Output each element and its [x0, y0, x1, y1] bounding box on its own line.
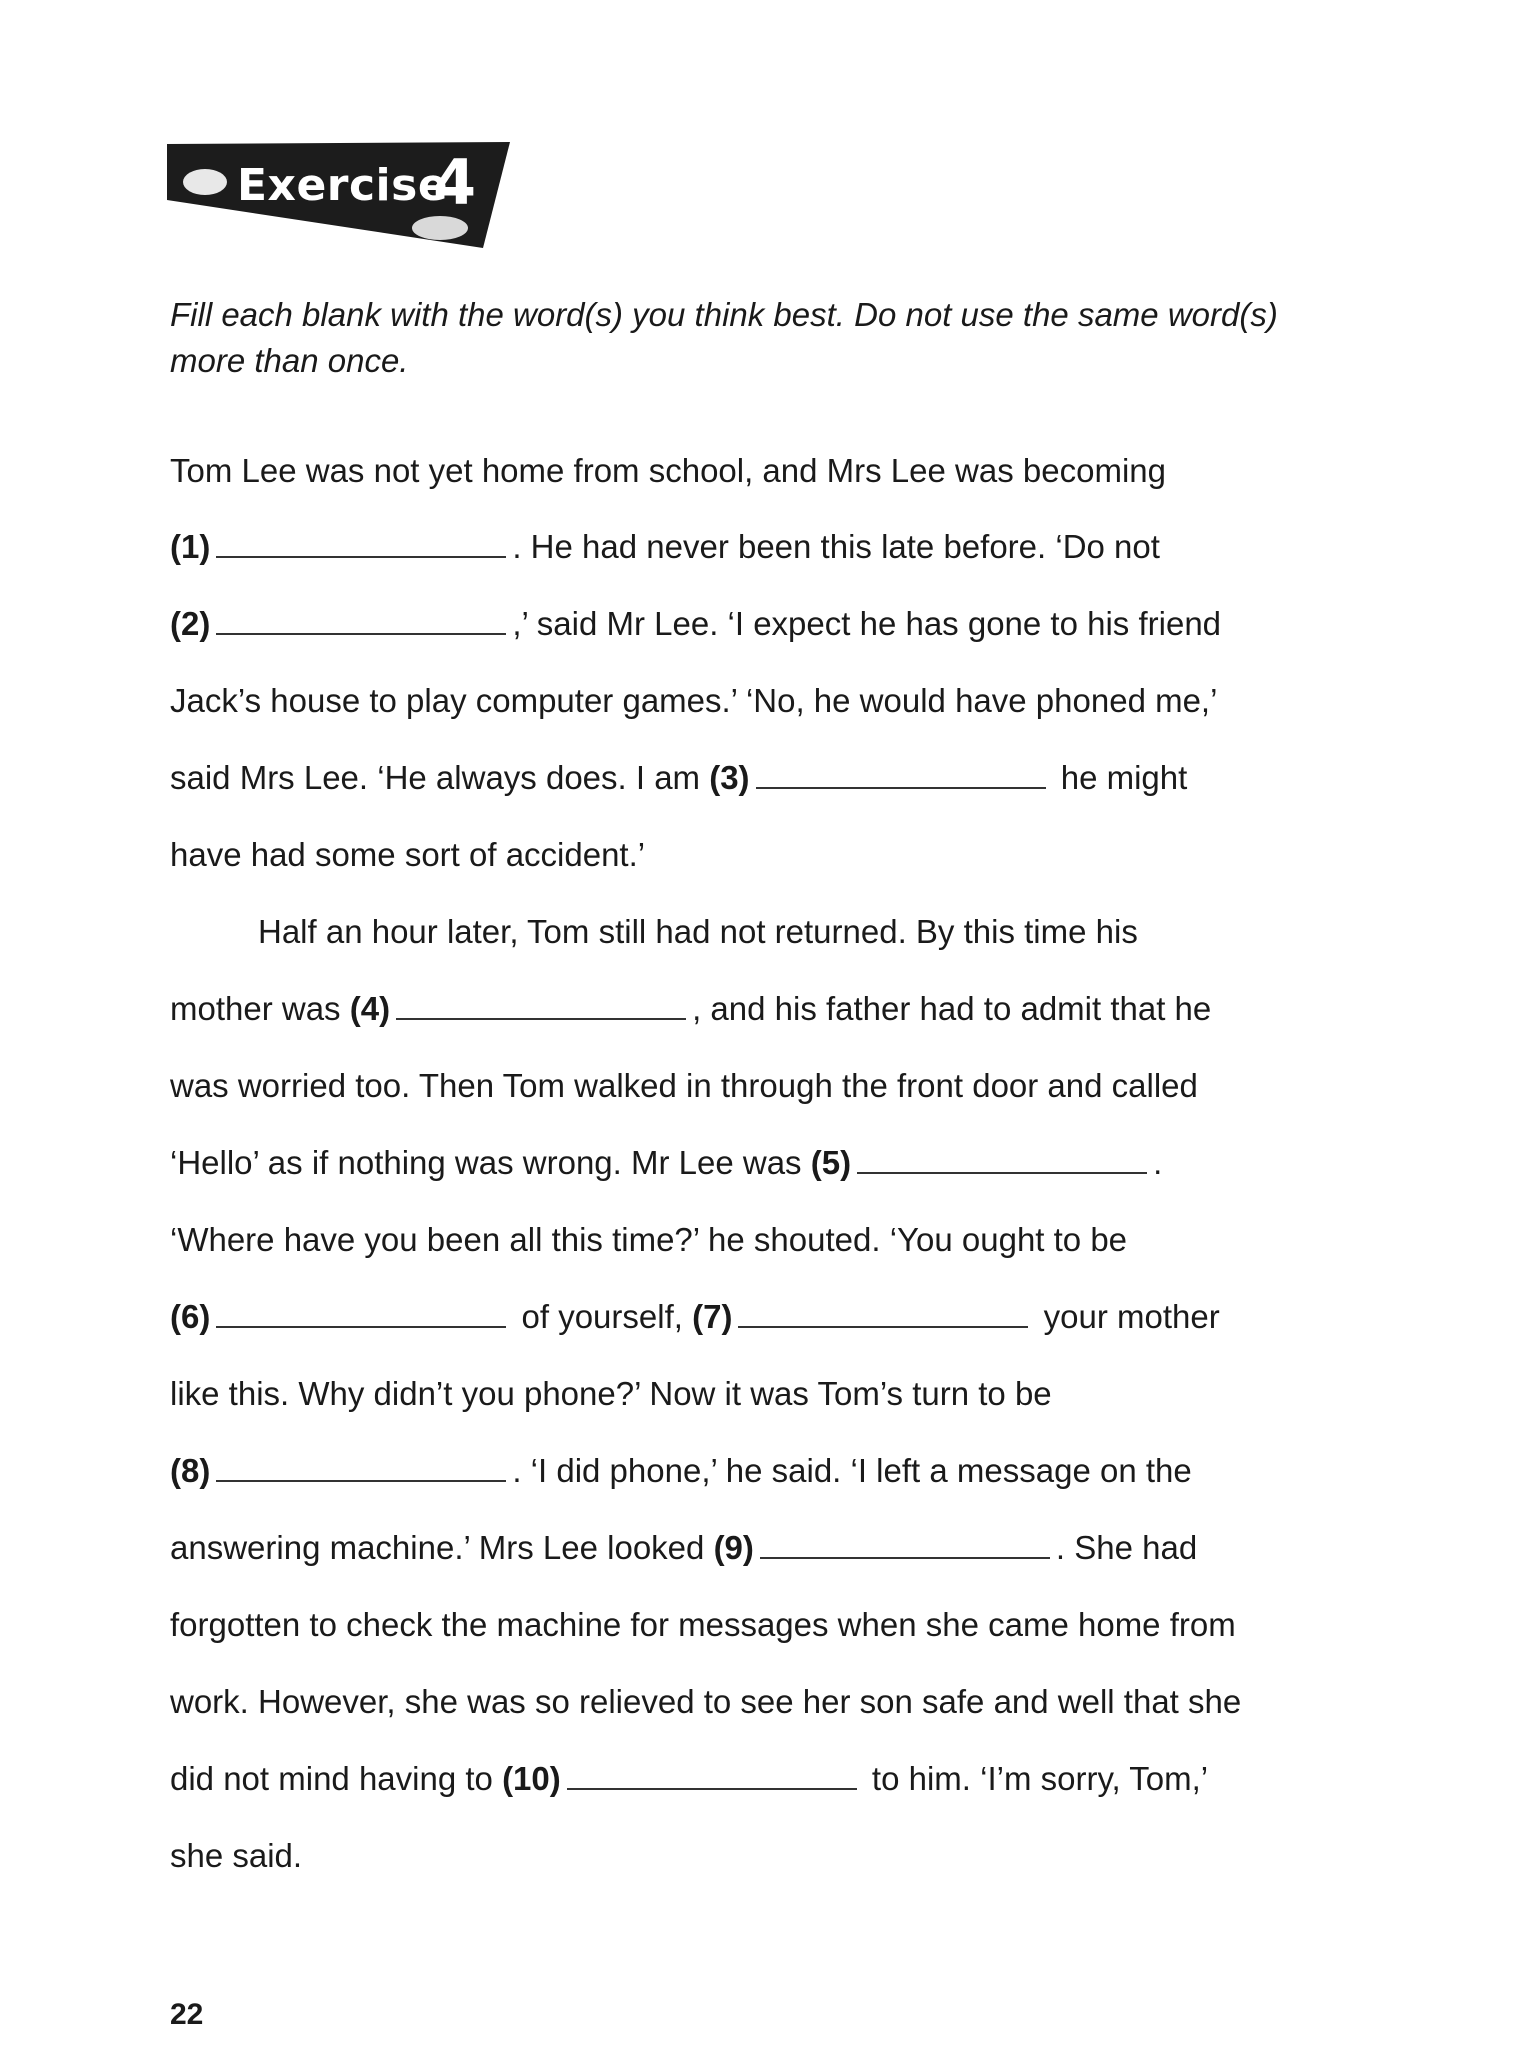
passage-line [170, 990, 1211, 1028]
exercise-number: 4 [433, 146, 477, 219]
blank-2[interactable] [216, 609, 506, 635]
passage-line [170, 1452, 1192, 1490]
passage-text: ‘Hello’ as if nothing was wrong. Mr Lee was [170, 1144, 802, 1181]
exercise-title: Exercise [237, 160, 449, 211]
blank-9[interactable] [760, 1533, 1050, 1559]
passage-text: . He had never been this late before. ‘Do not [512, 528, 1160, 565]
blank-label: (6) [170, 1298, 211, 1335]
blank-label: (3) [709, 759, 750, 796]
blank-6[interactable] [216, 1302, 506, 1328]
blank-label: (9) [713, 1529, 754, 1566]
passage-text: Half an hour later, Tom still had not returned. By this time his [258, 913, 1138, 950]
blank-3[interactable] [756, 763, 1046, 789]
instruction-text: Fill each blank with the word(s) you think best. Do not use the same word(s) more than once. [170, 296, 1278, 379]
passage-text: he might [1060, 759, 1188, 796]
passage-line [170, 1221, 1127, 1259]
page-number: 22 [170, 1998, 204, 2031]
blank-7[interactable] [738, 1302, 1028, 1328]
passage-text: , and his father had to admit that he [692, 990, 1212, 1027]
passage-line [170, 1067, 1198, 1105]
blank-label: (10) [502, 1760, 561, 1797]
passage-text: forgotten to check the machine for messages when she came home from [170, 1606, 1236, 1643]
blank-label: (2) [170, 605, 211, 642]
exercise-banner [165, 140, 525, 258]
blank-10[interactable] [567, 1764, 857, 1790]
passage-text: have had some sort of accident.’ [170, 836, 646, 873]
passage-text: to him. ‘I’m sorry, Tom,’ [871, 1760, 1209, 1797]
blank-5[interactable] [857, 1148, 1147, 1174]
passage-text: she said. [170, 1837, 303, 1874]
passage-line [170, 1683, 1241, 1721]
passage-line [170, 1529, 1197, 1567]
blank-label: (8) [170, 1452, 211, 1489]
passage-line [170, 1298, 1220, 1336]
passage-line [258, 913, 1138, 951]
passage-text: mother was [170, 990, 341, 1027]
passage-text: did not mind having to [170, 1760, 493, 1797]
blank-1[interactable] [216, 532, 506, 558]
passage-text: . [1153, 1144, 1163, 1181]
passage-text: Tom Lee was not yet home from school, and Mrs Lee was becoming [170, 452, 1166, 489]
passage-text: ,’ said Mr Lee. ‘I expect he has gone to his friend [512, 605, 1222, 642]
passage-text: was worried too. Then Tom walked in through the front door and called [170, 1067, 1198, 1104]
passage-text: Jack’s house to play computer games.’ ‘No, he would have phoned me,’ [170, 682, 1218, 719]
passage-line [170, 1144, 1162, 1182]
passage-line [170, 452, 1166, 490]
blank-label: (4) [349, 990, 391, 1027]
blank-label: (1) [170, 528, 211, 565]
blank-label: (5) [810, 1144, 852, 1181]
passage-line [170, 759, 1187, 797]
passage-text: . She had [1055, 1529, 1198, 1566]
passage-text: said Mrs Lee. ‘He always does. I am [170, 759, 701, 796]
passage-text: like this. Why didn’t you phone?’ Now it was Tom’s turn to be [170, 1375, 1052, 1412]
passage-line [170, 1375, 1052, 1413]
passage-text: . ‘I did phone,’ he said. ‘I left a message on the [512, 1452, 1192, 1489]
passage-line [170, 836, 645, 874]
blank-8[interactable] [216, 1456, 506, 1482]
passage-line [170, 1760, 1208, 1798]
passage-line [170, 605, 1221, 643]
passage-line [170, 1606, 1236, 1644]
passage-text: answering machine.’ Mrs Lee looked [170, 1529, 705, 1566]
passage-line [170, 1837, 302, 1875]
passage-line [170, 682, 1217, 720]
passage-line [170, 528, 1160, 566]
passage-text: work. However, she was so relieved to see her son safe and well that she [170, 1683, 1242, 1720]
blank-4[interactable] [396, 994, 686, 1020]
passage-text: ‘Where have you been all this time?’ he shouted. ‘You ought to be [170, 1221, 1128, 1258]
passage-text: your mother [1043, 1298, 1220, 1335]
passage-text: of yourself, [521, 1298, 683, 1335]
blank-label: (7) [692, 1298, 733, 1335]
